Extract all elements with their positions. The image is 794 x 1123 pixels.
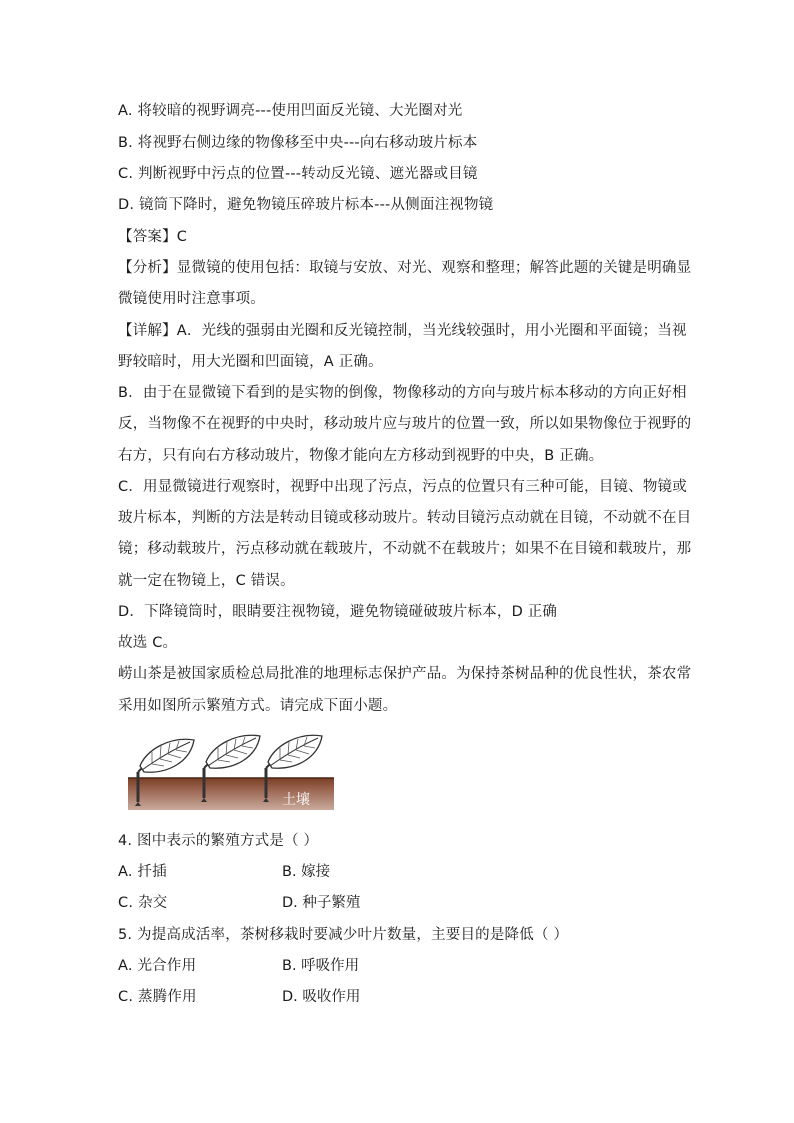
q4-option-c: C. 杂交	[118, 895, 168, 911]
q5-option-b: B. 呼吸作用	[282, 958, 360, 974]
q5-option-a: A. 光合作用	[118, 958, 197, 974]
passage-line-1: 崂山茶是被国家质检总局批准的地理标志保护产品。为保持茶树品种的优良性状，茶农常	[118, 666, 692, 682]
q3-option-a: A. 将较暗的视野调亮---使用凹面反光镜、大光圈对光	[118, 103, 463, 119]
q4-option-a: A. 扦插	[118, 864, 167, 880]
q3-option-b: B. 将视野右侧边缘的物像移至中央---向右移动玻片标本	[118, 135, 478, 151]
q3-detail-line-5: 右方，只有向右方移动玻片，物像才能向左方移动到视野的中央，B 正确。	[118, 448, 604, 464]
q3-detail-line-9: 就一定在物镜上，C 错误。	[118, 573, 295, 589]
q5-option-c: C. 蒸腾作用	[118, 989, 197, 1005]
q5-stem: 5. 为提高成活率，茶树移栽时要减少叶片数量，主要目的是降低（ ）	[118, 927, 569, 943]
q3-analysis-line-2: 微镜使用时注意事项。	[118, 291, 265, 307]
soil-label: 土壤	[282, 792, 310, 808]
q3-detail-line-4: 反，当物像不在视野的中央时，移动玻片应与玻片的位置一致，所以如果物像位于视野的	[118, 416, 692, 432]
cutting-propagation-figure	[124, 728, 336, 812]
q3-detail-line-6: C．用显微镜进行观察时，视野中出现了污点，污点的位置只有三种可能，目镜、物镜或	[118, 479, 687, 495]
q4-option-b: B. 嫁接	[282, 864, 331, 880]
q4-stem: 4. 图中表示的繁殖方式是（ ）	[118, 833, 319, 849]
q3-detail-line-7: 玻片标本，判断的方法是转动目镜或移动玻片。转动目镜污点动就在目镜，不动就不在目	[118, 510, 692, 526]
q3-option-d: D. 镜筒下降时，避免物镜压碎玻片标本---从侧面注视物镜	[118, 197, 494, 213]
q3-detail-line-11: 故选 C。	[118, 635, 178, 651]
q3-detail-line-10: D．下降镜筒时，眼睛要注视物镜，避免物镜碰破玻片标本，D 正确	[118, 604, 558, 620]
q3-detail-line-1: 【详解】A．光线的强弱由光圈和反光镜控制，当光线较强时，用小光圈和平面镜；当视	[118, 323, 687, 339]
q5-option-d: D. 吸收作用	[282, 989, 361, 1005]
passage-line-2: 采用如图所示繁殖方式。请完成下面小题。	[118, 698, 398, 714]
q3-analysis-line-1: 【分析】显微镜的使用包括：取镜与安放、对光、观察和整理；解答此题的关键是明确显	[118, 260, 692, 276]
q3-detail-line-3: B．由于在显微镜下看到的是实物的倒像，物像移动的方向与玻片标本移动的方向正好相	[118, 385, 687, 401]
q3-detail-line-2: 野较暗时，用大光圈和凹面镜，A 正确。	[118, 354, 383, 370]
q3-option-c: C. 判断视野中污点的位置---转动反光镜、遮光器或目镜	[118, 166, 478, 182]
q4-option-d: D. 种子繁殖	[282, 895, 361, 911]
q3-answer: 【答案】C	[118, 229, 188, 245]
q3-detail-line-8: 镜；移动载玻片，污点移动就在载玻片，不动就不在载玻片；如果不在目镜和载玻片，那	[118, 541, 692, 557]
